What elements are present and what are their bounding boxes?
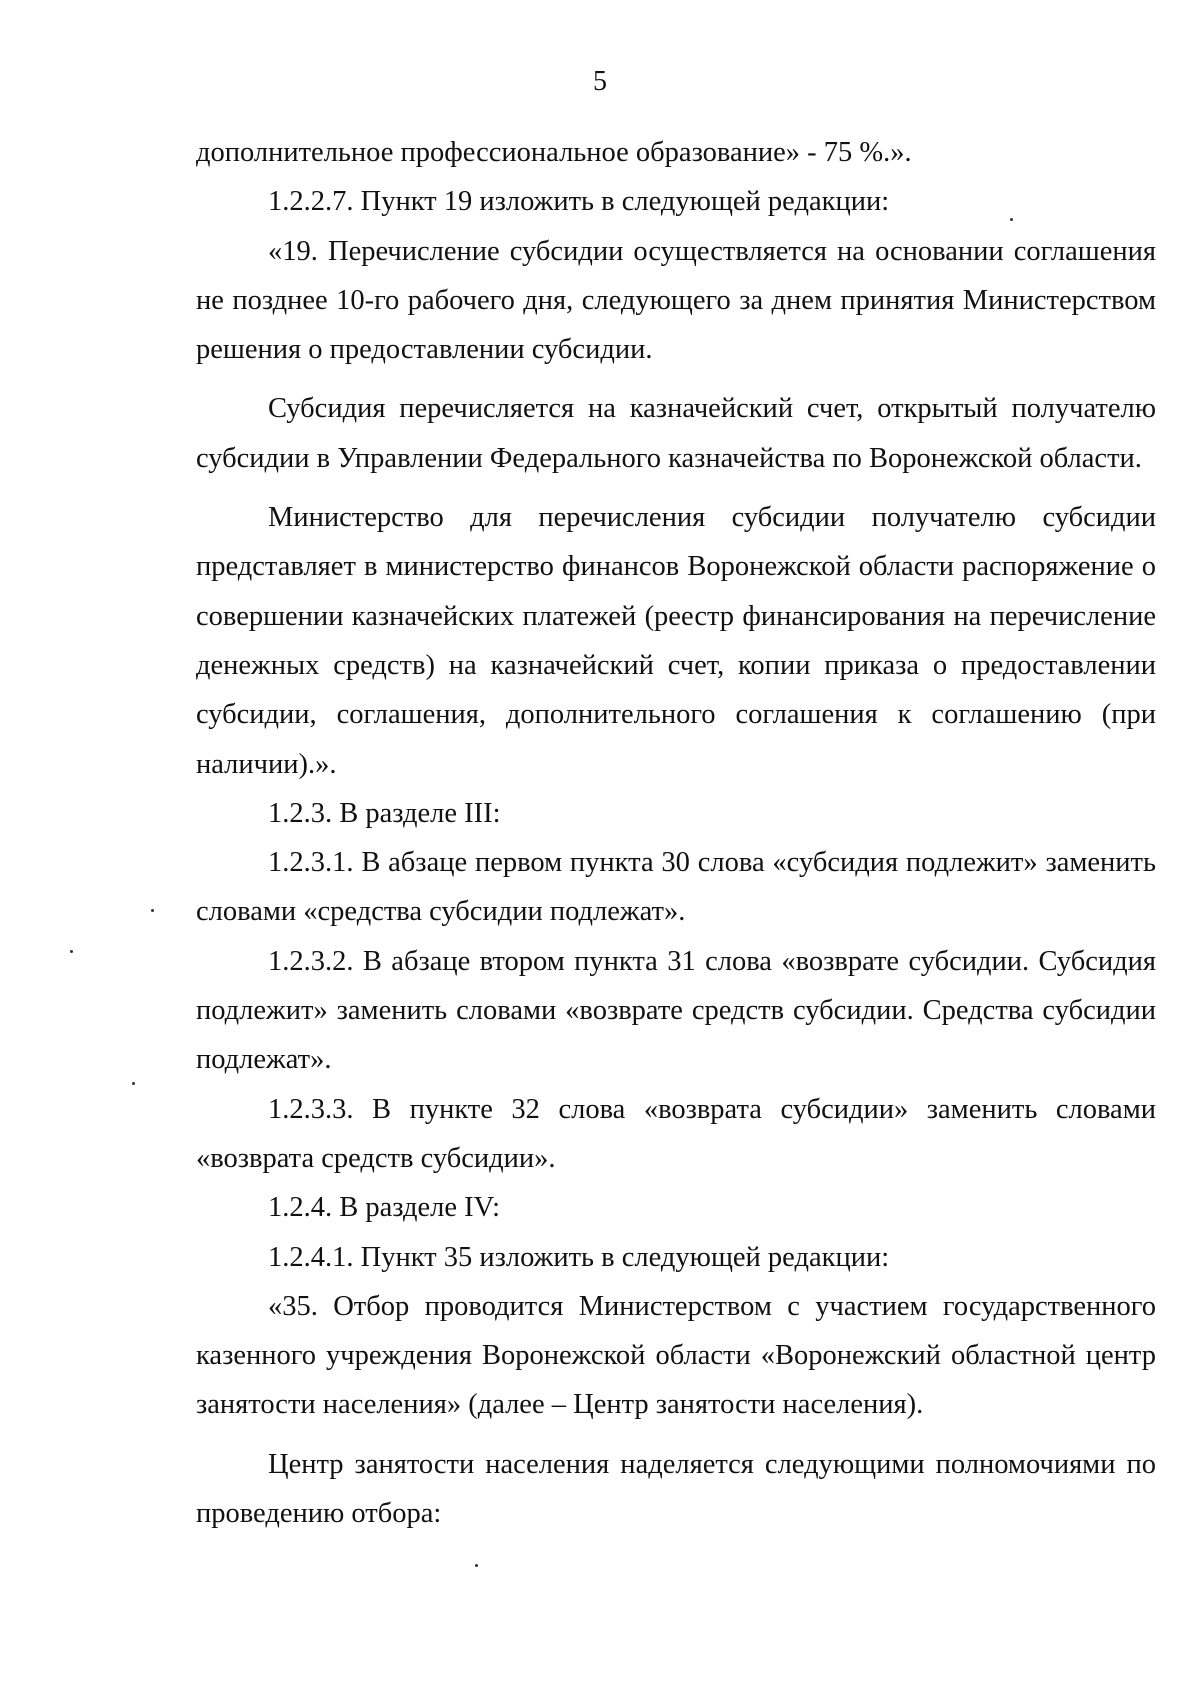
paragraph-7: 1.2.3.1. В абзаце первом пункта 30 слова «субсидия подлежит» заменить словами «средства субсидии подлежат». — [196, 847, 1156, 928]
paragraph-1: дополнительное профессиональное образование» - 75 %.». — [196, 137, 912, 168]
scan-speck — [151, 909, 154, 912]
paragraph-4: Субсидия перечисляется на казначейский счет, открытый получателю субсидии в Управлении Федерального казначейства по Воронежской области. — [196, 393, 1156, 474]
paragraph-3: «19. Перечисление субсидии осуществляется на основании соглашения не позднее 10-го рабочего дня, следующего за днем принятия Министерством решения о предоставлении субсидии. — [196, 235, 1156, 366]
document-body — [196, 128, 1156, 1538]
scan-speck — [1010, 218, 1013, 221]
scan-speck — [132, 1082, 135, 1085]
scan-speck — [70, 950, 73, 953]
paragraph-11: 1.2.4.1. Пункт 35 изложить в следующей редакции: — [268, 1241, 890, 1273]
paragraph-9: 1.2.3.3. В пункте 32 слова «возврата субсидии» заменить словами «возврата средств субсидии». — [196, 1093, 1156, 1174]
paragraph-10: 1.2.4. В разделе IV: — [268, 1192, 501, 1224]
paragraph-5: Министерство для перечисления субсидии получателю субсидии представляет в министерство финансов Воронежской области распоряжение о совершении казначейских платежей (реестр финансирования на перечисление денежных средств) на казначейский счет, копии приказа о предоставлении субсидии, соглашения, дополнительного соглашения к соглашению (при наличии).». — [196, 502, 1156, 780]
paragraph-13: Центр занятости населения наделяется следующими полномочиями по проведению отбора: — [196, 1448, 1156, 1530]
paragraph-12: «35. Отбор проводится Министерством с участием государственного казенного учреждения Воронежской области «Воронежский областной центр занятости населения» (далее – Центр занятости населения). — [196, 1290, 1156, 1421]
scan-speck — [475, 1564, 478, 1567]
paragraph-8: 1.2.3.2. В абзаце втором пункта 31 слова «возврате субсидии. Субсидия подлежит» заменить словами «возврате средств субсидии. Средства субсидии подлежат». — [196, 945, 1156, 1076]
paragraph-6: 1.2.3. В разделе III: — [268, 797, 501, 829]
page-number: 5 — [593, 66, 607, 97]
paragraph-2: 1.2.2.7. Пункт 19 изложить в следующей редакции: — [268, 186, 890, 218]
